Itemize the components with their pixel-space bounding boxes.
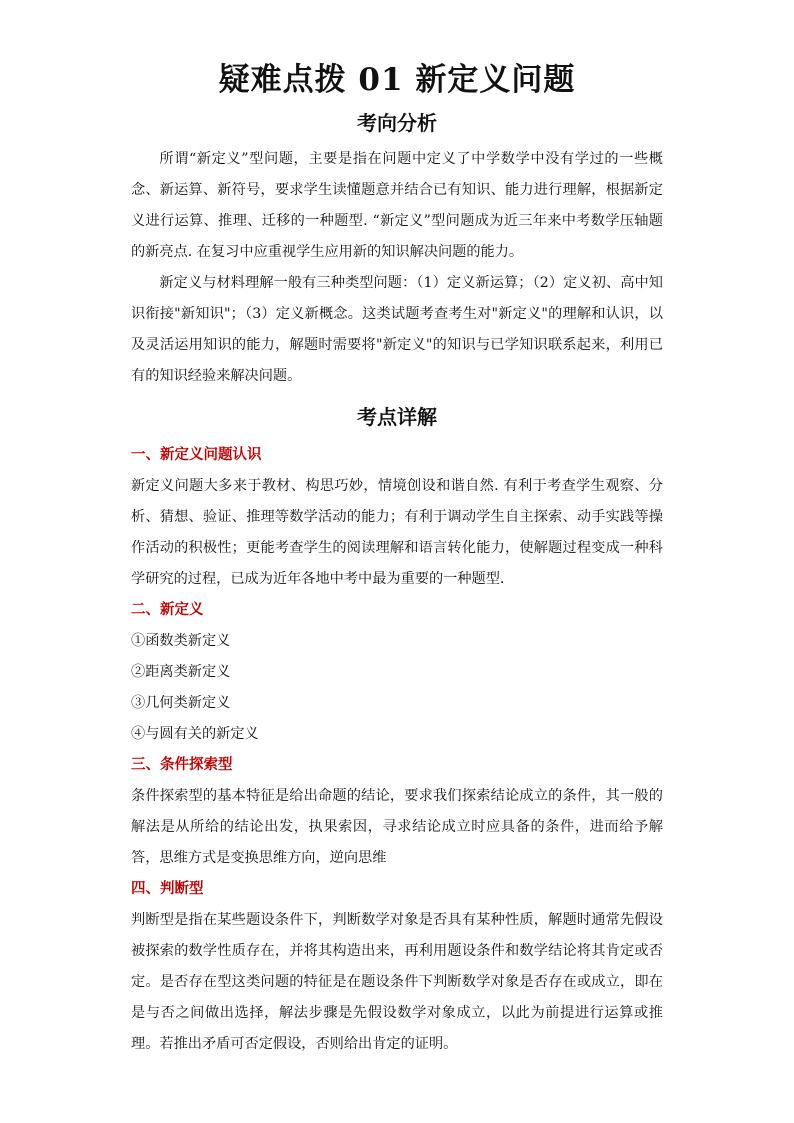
list-item-circle-definition: ④与圆有关的新定义 (131, 726, 259, 742)
list-item-function-definition: ①函数类新定义 (131, 633, 231, 649)
analysis-paragraph-1: 所谓“新定义”型问题，主要是指在问题中定义了中学数学中没有学过的一些概念、新运算、新符号，要求学生读懂题意并结合已有知识、能力进行理解，根据新定义进行运算、推理、迁移的一种题型. “新定义”型问题成为近三年来中考数学压轴题的新亮点. 在复习中应重视学生应用新的知识解决问题的能力。 (131, 151, 663, 260)
details-heading: 考点详解 (357, 405, 437, 429)
subheading-new-definition-recognition: 一、新定义问题认识 (131, 447, 262, 463)
list-item-geometry-definition: ③几何类新定义 (131, 695, 231, 711)
subheading-condition-exploration: 三、条件探索型 (131, 757, 233, 773)
condition-exploration-body: 条件探索型的基本特征是给出命题的结论，要求我们探索结论成立的条件，其一般的解法是从所给的结论出发，执果索因，寻求结论成立时应具备的条件，进而给予解答，思维方式是变换思维方向，逆向思维 (131, 788, 663, 866)
list-item-distance-definition: ②距离类新定义 (131, 664, 231, 680)
document-page (131, 58, 663, 1060)
document-title: 疑难点拨 01 新定义问题 (218, 62, 576, 98)
judgment-type-body: 判断型是指在某些题设条件下，判断数学对象是否具有某种性质，解题时通常先假设被探索的数学性质存在，并将其构造出来，再利用题设条件和数学结论将其肯定或否定。是否存在型这类问题的特征是在题设条件下判断数学对象是否存在或成立，即在是与否之间做出选择，解法步骤是先假设数学对象成立，以此为前提进行运算或推理。若推出矛盾可否定假设，否则给出肯定的证明。 (131, 912, 663, 1052)
analysis-heading: 考向分析 (357, 111, 437, 135)
new-definition-recognition-body: 新定义问题大多来于教材、构思巧妙，情境创设和谐自然. 有利于考查学生观察、分析、猜想、验证、推理等数学活动的能力；有利于调动学生自主探索、动手实践等操作活动的积极性；更能考查学生的阅读理解和语言转化能力，使解题过程变成一种科学研究的过程，已成为近年各地中考中最为重要的一种题型. (131, 478, 663, 587)
subheading-judgment-type: 四、判断型 (131, 881, 204, 897)
subheading-new-definition: 二、新定义 (131, 602, 204, 618)
analysis-paragraph-2: 新定义与材料理解一般有三种类型问题：（1）定义新运算；（2）定义初、高中知识衔接"新知识"；（3）定义新概念。这类试题考查考生对"新定义"的理解和认识，以及灵活运用知识的能力，解题时需要将"新定义"的知识与已学知识联系起来，利用已有的知识经验来解决问题。 (131, 275, 663, 384)
